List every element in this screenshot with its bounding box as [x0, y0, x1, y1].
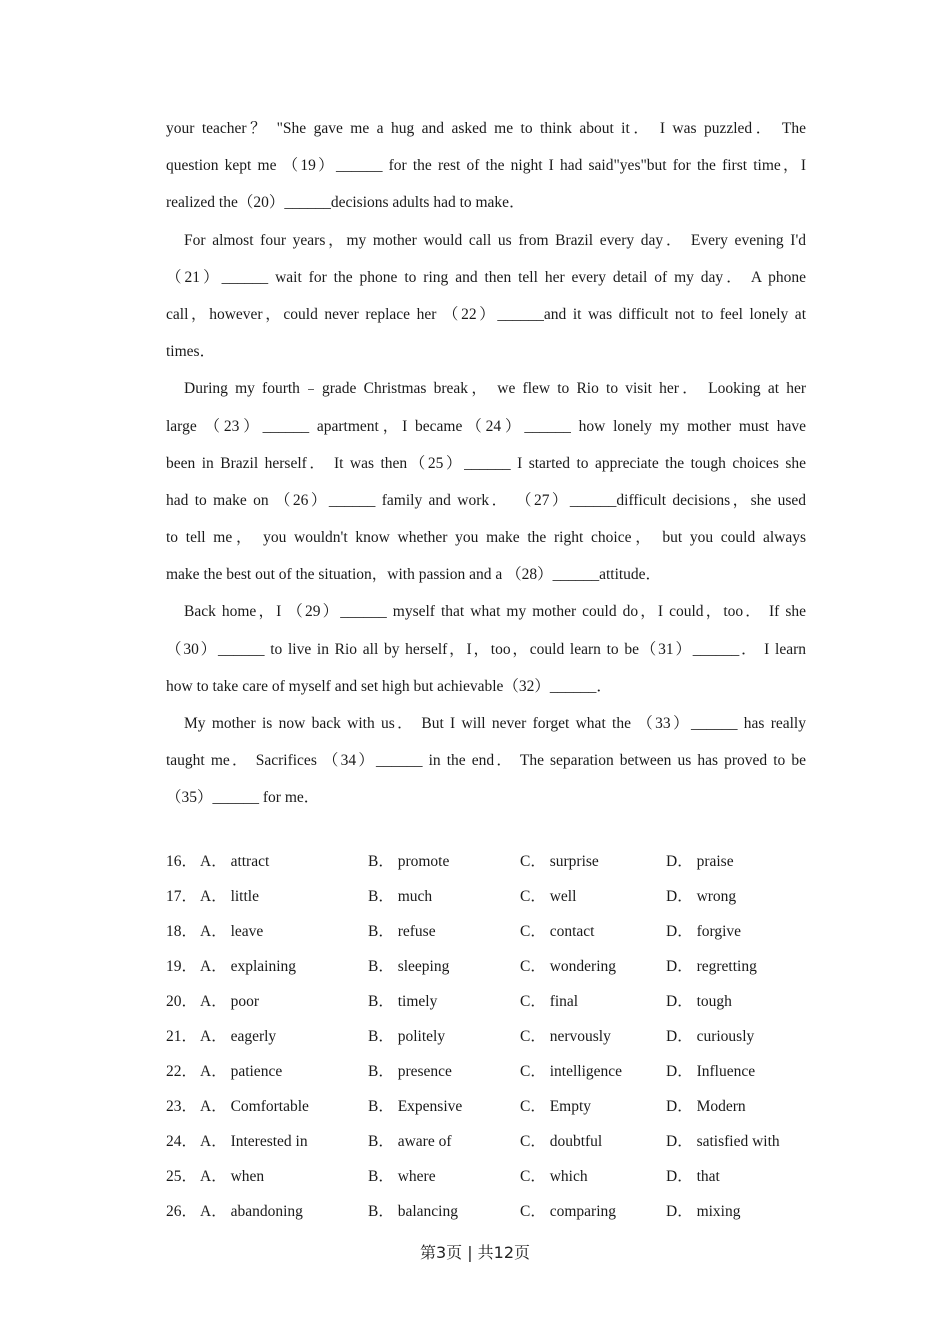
passage-line: （35）______ for me． [166, 789, 320, 807]
question-number: 26． [166, 1203, 198, 1220]
question-number: 22． [166, 1063, 198, 1080]
option-b: B． refuse [368, 923, 436, 940]
option-b: B． presence [368, 1063, 452, 1080]
passage-line: （30）______ to live in Rio all by herself，I，too，could learn to be（31）______． I learn [166, 640, 806, 658]
passage-line: realized the（20）______decisions adults had to make． [166, 194, 525, 212]
option-a: A． little [200, 888, 259, 905]
passage-line: My mother is now back with us． But I will never forget what the （33）______ has really [184, 715, 806, 732]
option-d: D． Modern [666, 1098, 746, 1115]
option-b: B． promote [368, 853, 450, 870]
option-a: A． explaining [200, 958, 296, 975]
question-row [166, 984, 806, 1019]
option-c: C． well [520, 888, 577, 905]
option-c: C． contact [520, 923, 595, 940]
option-a: A． leave [200, 923, 264, 940]
option-a: A． when [200, 1168, 265, 1185]
option-d: D． wrong [666, 888, 737, 905]
option-a: A． attract [200, 853, 270, 870]
passage-line: make the best out of the situation，with passion and a （28）______attitude． [166, 566, 662, 584]
option-b: B． politely [368, 1028, 446, 1045]
page-footer: 第3页 | 共12页 [419, 1243, 531, 1262]
question-number: 19． [166, 958, 198, 975]
option-a: A． Comfortable [200, 1098, 309, 1115]
question-number: 25． [166, 1168, 198, 1185]
option-c: C． which [520, 1168, 588, 1185]
question-number: 20． [166, 993, 198, 1010]
question-number: 16． [166, 853, 198, 870]
option-a: A． poor [200, 993, 259, 1010]
option-c: C． final [520, 993, 579, 1010]
option-a: A． patience [200, 1063, 283, 1080]
option-d: D． forgive [666, 923, 742, 940]
passage-line: times． [166, 343, 216, 361]
option-d: D． mixing [666, 1203, 741, 1220]
question-row [166, 1019, 806, 1054]
question-row [166, 1194, 806, 1229]
option-d: D． that [666, 1168, 720, 1185]
option-c: C． Empty [520, 1098, 592, 1115]
question-number: 21． [166, 1028, 198, 1045]
question-row [166, 914, 806, 949]
option-b: B． timely [368, 993, 438, 1010]
option-c: C． surprise [520, 853, 599, 870]
option-d: D． praise [666, 853, 734, 870]
question-number: 24． [166, 1133, 198, 1150]
passage-line: how to take care of myself and set high but achievable（32）______． [166, 677, 612, 695]
question-number: 17． [166, 888, 198, 905]
option-d: D． satisfied with [666, 1133, 780, 1150]
option-d: D． curiously [666, 1028, 755, 1045]
question-row [166, 1089, 806, 1124]
question-row [166, 1124, 806, 1159]
passage-text [166, 110, 806, 817]
option-b: B． balancing [368, 1203, 458, 1220]
question-number: 23． [166, 1098, 198, 1115]
passage-line: large （23）______ apartment，I became（24）______ how lonely my mother must have [166, 417, 806, 435]
option-c: C． doubtful [520, 1133, 603, 1150]
option-a: A． eagerly [200, 1028, 277, 1045]
question-row [166, 949, 806, 984]
question-row [166, 1159, 806, 1194]
option-a: A． abandoning [200, 1203, 303, 1220]
option-b: B． aware of [368, 1133, 452, 1150]
question-number: 18． [166, 923, 198, 940]
option-d: D． regretting [666, 958, 757, 975]
passage-line: taught me． Sacrifices （34）______ in the end． The separation between us has proved to be [166, 752, 806, 770]
option-b: B． much [368, 888, 433, 905]
passage-line: to tell me， you wouldn't know whether you make the right choice， but you could always [166, 529, 806, 547]
option-c: C． comparing [520, 1203, 616, 1220]
answer-options [166, 844, 806, 1229]
option-c: C． wondering [520, 958, 617, 975]
option-b: B． Expensive [368, 1098, 463, 1115]
option-b: B． where [368, 1168, 436, 1185]
passage-line: your teacher？ "She gave me a hug and asked me to think about it． I was puzzled． The [166, 120, 806, 137]
passage-line: call，however，could never replace her （22）______and it was difficult not to feel lonely at [166, 305, 806, 323]
passage-line: During my fourth﹣grade Christmas break， we flew to Rio to visit her． Looking at her [184, 380, 806, 398]
passage-line: （21）______ wait for the phone to ring and then tell her every detail of my day． A phone [166, 268, 806, 286]
passage-line: been in Brazil herself． It was then（25）______ I started to appreciate the tough choices she [166, 454, 806, 472]
passage-line: had to make on （26）______ family and work． （27）______difficult decisions，she used [166, 491, 806, 509]
question-row [166, 844, 806, 879]
passage-line: For almost four years，my mother would call us from Brazil every day． Every evening I'd [184, 231, 806, 249]
passage-line: Back home，I （29）______ myself that what my mother could do，I could，too． If she [184, 603, 806, 621]
option-b: B． sleeping [368, 958, 450, 975]
question-row [166, 1054, 806, 1089]
question-row [166, 879, 806, 914]
option-c: C． intelligence [520, 1063, 623, 1080]
option-d: D． Influence [666, 1063, 756, 1080]
option-d: D． tough [666, 993, 732, 1010]
option-a: A． Interested in [200, 1133, 308, 1150]
passage-line: question kept me （19）______ for the rest of the night I had said"yes"but for the first time，I [166, 157, 806, 175]
option-c: C． nervously [520, 1028, 611, 1045]
